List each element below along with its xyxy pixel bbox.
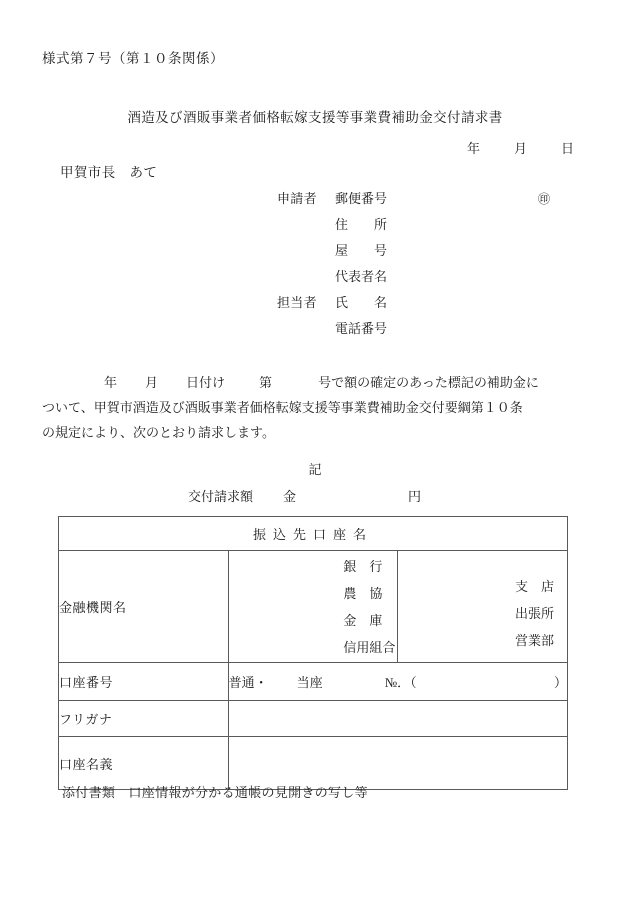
account-number-value-cell[interactable] (228, 663, 567, 701)
body-paragraph (42, 370, 588, 445)
contact-party-label: 担当者 (277, 295, 317, 310)
addressee: 甲賀市長 あて (60, 165, 158, 180)
date-day: 日 (560, 141, 574, 156)
institution-label-cell (59, 551, 229, 663)
institution-label: 金融機関名 (59, 600, 127, 615)
contact-phone-row (277, 318, 391, 344)
furigana-label-cell (59, 701, 229, 737)
contact-name-label: 氏 名 (335, 295, 388, 310)
applicant-party-label: 申請者 (277, 191, 317, 206)
applicant-address-row (277, 214, 391, 240)
date-year: 年 (466, 141, 480, 156)
branch-type-suboffice: 出張所 (515, 606, 555, 621)
account-number-label: 口座番号 (59, 675, 114, 690)
seal-icon: ㊞ (538, 192, 551, 206)
attachment-note: 添付書類 口座情報が分かる通帳の見開きの写し等 (62, 785, 368, 800)
branch-type-salesdept: 営業部 (515, 633, 555, 648)
document-title: 酒造及び酒販事業者価格転嫁支援等事業費補助金交付請求書 (127, 110, 503, 125)
account-number-sign: №． (384, 675, 411, 690)
body-year: 年 (104, 375, 118, 390)
form-number: 様式第７号（第１０条関係） (42, 51, 224, 66)
table-header-row (59, 517, 568, 551)
amount-currency-suffix: 円 (408, 489, 422, 504)
amount-line (188, 486, 421, 505)
account-number-paren-open: （ (410, 675, 417, 690)
furigana-value-cell[interactable] (228, 701, 567, 737)
ki-marker: 記 (308, 462, 322, 477)
bank-account-table (58, 516, 568, 790)
account-type-current[interactable]: 当座 (296, 675, 323, 690)
account-number-paren-close: ） (553, 675, 567, 690)
applicant-block (277, 188, 551, 344)
kind-credit-union: 信用組合 (343, 639, 396, 655)
body-line1-rest: 号で額の確定のあった標記の補助金に (318, 375, 539, 390)
account-type-ordinary[interactable]: 普通 (228, 675, 255, 690)
table-row (59, 663, 568, 701)
body-day: 日付け (186, 375, 226, 390)
branch-type-branch: 支 店 (515, 579, 555, 594)
account-number-label-cell (59, 663, 229, 701)
branch-type-cell[interactable] (398, 551, 568, 663)
date-line (0, 138, 574, 157)
furigana-label: フリガナ (59, 712, 113, 727)
applicant-tradename-label: 屋 号 (335, 243, 388, 258)
account-type-separator: ・ (254, 675, 268, 690)
contact-name-row (277, 292, 391, 318)
applicant-representative-label: 代表者名 (335, 269, 388, 284)
kind-agri-coop: 農 協 (343, 585, 383, 601)
body-number-prefix: 第 (259, 375, 273, 390)
kind-shinkin: 金 庫 (343, 612, 383, 628)
date-month: 月 (513, 141, 527, 156)
applicant-postal-label: 郵便番号 (335, 191, 388, 206)
body-month: 月 (145, 375, 159, 390)
table-row (59, 551, 568, 663)
applicant-tradename-row (277, 240, 391, 266)
account-holder-label: 口座名義 (59, 756, 114, 772)
amount-label: 交付請求額 (188, 489, 254, 504)
body-line3: の規定により、次のとおり請求します。 (42, 425, 275, 440)
institution-kind-cell[interactable] (228, 551, 398, 663)
applicant-address-label: 住 所 (335, 217, 388, 232)
kind-bank: 銀 行 (343, 558, 383, 574)
table-header-cell (59, 517, 568, 551)
contact-phone-label: 電話番号 (335, 321, 388, 336)
table-row (59, 701, 568, 737)
amount-currency-prefix: 金 (283, 489, 297, 504)
applicant-postal-row (277, 188, 391, 214)
body-line2: ついて、甲賀市酒造及び酒販事業者価格転嫁支援等事業費補助金交付要綱第１０条 (42, 400, 523, 415)
table-header-label: 振込先口座名 (252, 527, 373, 542)
